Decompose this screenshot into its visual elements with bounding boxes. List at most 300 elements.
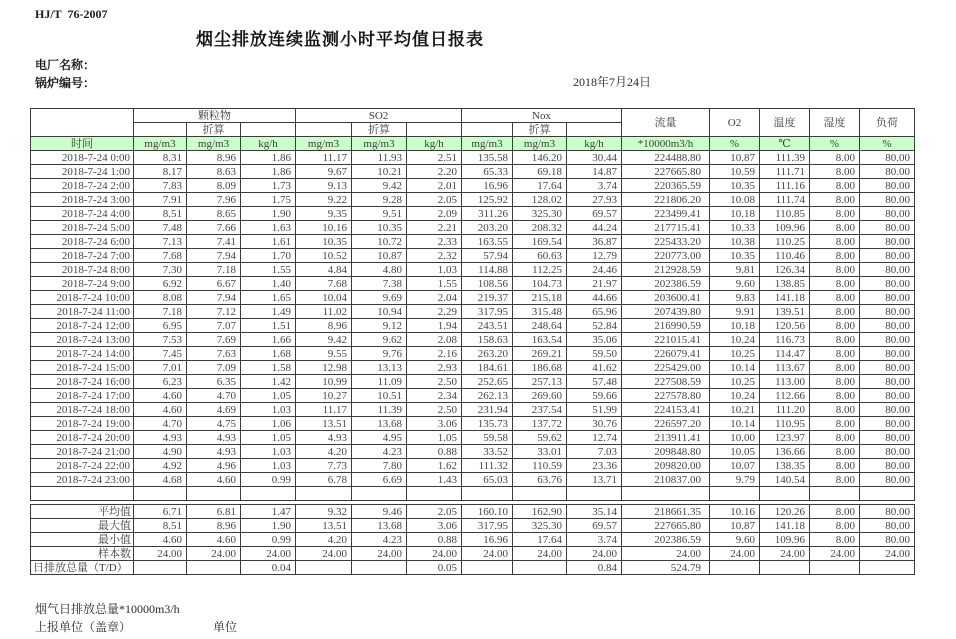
value-cell: 10.87	[352, 249, 407, 263]
value-cell: 4.60	[134, 389, 187, 403]
value-cell: 6.95	[134, 319, 187, 333]
value-cell: 1.62	[407, 459, 462, 473]
summary-value-cell: 6.71	[134, 505, 187, 519]
value-cell: 210837.00	[622, 473, 710, 487]
summary-table	[30, 504, 915, 575]
summary-label-cell: 最小值	[31, 533, 134, 547]
time-cell: 2018-7-24 20:00	[31, 431, 134, 445]
summary-value-cell	[462, 561, 513, 575]
summary-value-cell: 0.05	[407, 561, 462, 575]
summary-value-cell	[187, 561, 241, 575]
value-cell: 8.00	[810, 291, 860, 305]
value-cell: 80.00	[860, 207, 915, 221]
value-cell: 112.25	[513, 263, 567, 277]
time-cell: 2018-7-24 5:00	[31, 221, 134, 235]
value-cell: 4.23	[352, 445, 407, 459]
value-cell: 65.33	[462, 165, 513, 179]
unit-header: kg/h	[407, 137, 462, 151]
summary-value-cell: 9.32	[296, 505, 352, 519]
value-cell: 6.78	[296, 473, 352, 487]
nox-group-header: Nox	[462, 109, 622, 123]
value-cell: 36.87	[567, 235, 622, 249]
report-table-area	[30, 108, 915, 575]
value-cell: 10.24	[710, 333, 760, 347]
value-cell: 3.06	[407, 417, 462, 431]
value-cell: 146.20	[513, 151, 567, 165]
value-cell: 2.01	[407, 179, 462, 193]
summary-value-cell: 227665.80	[622, 519, 710, 533]
value-cell: 138.85	[760, 277, 810, 291]
summary-value-cell: 10.87	[710, 519, 760, 533]
table-row	[31, 403, 915, 417]
value-cell: 11.02	[296, 305, 352, 319]
value-cell: 111.39	[760, 151, 810, 165]
value-cell: 2.51	[407, 151, 462, 165]
value-cell: 11.17	[296, 403, 352, 417]
value-cell: 9.81	[710, 263, 760, 277]
so2-group-header: SO2	[296, 109, 462, 123]
summary-value-cell: 24.00	[622, 547, 710, 561]
summary-value-cell	[860, 561, 915, 575]
value-cell: 4.93	[134, 431, 187, 445]
time-cell: 2018-7-24 3:00	[31, 193, 134, 207]
summary-value-cell	[134, 561, 187, 575]
value-cell: 110.46	[760, 249, 810, 263]
summary-value-cell: 8.00	[810, 533, 860, 547]
value-cell: 10.18	[710, 319, 760, 333]
summary-value-cell: 3.74	[567, 533, 622, 547]
value-cell: 139.51	[760, 305, 810, 319]
value-cell: 1.68	[241, 347, 296, 361]
value-cell: 10.35	[710, 179, 760, 193]
value-cell: 10.94	[352, 305, 407, 319]
value-cell: 4.80	[352, 263, 407, 277]
value-cell: 110.25	[760, 235, 810, 249]
value-cell: 9.55	[296, 347, 352, 361]
value-cell: 1.05	[241, 431, 296, 445]
value-cell: 315.48	[513, 305, 567, 319]
value-cell: 9.67	[296, 165, 352, 179]
value-cell: 1.03	[241, 459, 296, 473]
time-cell: 2018-7-24 15:00	[31, 361, 134, 375]
time-header: 时间	[31, 137, 134, 151]
value-cell: 1.05	[407, 431, 462, 445]
value-cell: 11.17	[296, 151, 352, 165]
value-cell: 11.09	[352, 375, 407, 389]
value-cell: 11.39	[352, 403, 407, 417]
reporting-unit-label: 上报单位（盖章）	[35, 620, 132, 634]
value-cell: 8.00	[810, 319, 860, 333]
value-cell: 9.12	[352, 319, 407, 333]
time-cell: 2018-7-24 8:00	[31, 263, 134, 277]
value-cell: 2.04	[407, 291, 462, 305]
value-cell: 35.06	[567, 333, 622, 347]
summary-value-cell: 6.81	[187, 505, 241, 519]
value-cell: 226597.20	[622, 417, 710, 431]
value-cell: 108.56	[462, 277, 513, 291]
value-cell: 8.00	[810, 347, 860, 361]
value-cell: 8.00	[810, 263, 860, 277]
value-cell: 9.28	[352, 193, 407, 207]
value-cell: 80.00	[860, 473, 915, 487]
summary-value-cell: 24.00	[567, 547, 622, 561]
value-cell: 1.05	[241, 389, 296, 403]
value-cell: 257.13	[513, 375, 567, 389]
value-cell: 7.73	[296, 459, 352, 473]
summary-value-cell: 24.00	[187, 547, 241, 561]
value-cell: 7.09	[187, 361, 241, 375]
value-cell: 111.16	[760, 179, 810, 193]
value-cell: 8.00	[810, 333, 860, 347]
blank-cell	[241, 123, 296, 137]
value-cell: 203600.41	[622, 291, 710, 305]
value-cell: 10.18	[710, 207, 760, 221]
summary-value-cell: 0.88	[407, 533, 462, 547]
value-cell: 80.00	[860, 333, 915, 347]
value-cell: 4.70	[187, 389, 241, 403]
value-cell: 208.32	[513, 221, 567, 235]
value-cell: 1.63	[241, 221, 296, 235]
time-cell: 2018-7-24 10:00	[31, 291, 134, 305]
summary-value-cell: 8.00	[810, 519, 860, 533]
value-cell: 80.00	[860, 459, 915, 473]
table-row	[31, 305, 915, 319]
table-row	[31, 431, 915, 445]
summary-value-cell: 0.84	[567, 561, 622, 575]
value-cell: 14.87	[567, 165, 622, 179]
value-cell: 227508.59	[622, 375, 710, 389]
value-cell: 325.30	[513, 207, 567, 221]
value-cell: 7.48	[134, 221, 187, 235]
value-cell: 80.00	[860, 305, 915, 319]
time-cell: 2018-7-24 12:00	[31, 319, 134, 333]
summary-value-cell: 8.00	[810, 505, 860, 519]
unit-header: kg/h	[567, 137, 622, 151]
value-cell: 110.95	[760, 417, 810, 431]
value-cell: 7.12	[187, 305, 241, 319]
time-cell: 2018-7-24 17:00	[31, 389, 134, 403]
value-cell: 4.93	[187, 445, 241, 459]
summary-value-cell: 35.14	[567, 505, 622, 519]
summary-value-cell: 3.06	[407, 519, 462, 533]
value-cell: 23.36	[567, 459, 622, 473]
value-cell: 10.59	[710, 165, 760, 179]
summary-value-cell: 8.96	[187, 519, 241, 533]
value-cell: 11.93	[352, 151, 407, 165]
summary-value-cell: 24.00	[407, 547, 462, 561]
value-cell: 10.27	[296, 389, 352, 403]
value-cell: 10.52	[296, 249, 352, 263]
value-cell: 65.03	[462, 473, 513, 487]
summary-value-cell: 317.95	[462, 519, 513, 533]
unit-header: mg/m3	[352, 137, 407, 151]
value-cell: 111.71	[760, 165, 810, 179]
value-cell: 7.38	[352, 277, 407, 291]
table-row	[31, 193, 915, 207]
blank-cell	[241, 487, 296, 501]
blank-cell	[187, 487, 241, 501]
value-cell: 8.00	[810, 221, 860, 235]
value-cell: 0.88	[407, 445, 462, 459]
summary-value-cell: 24.00	[296, 547, 352, 561]
value-cell: 135.58	[462, 151, 513, 165]
table-row	[31, 459, 915, 473]
value-cell: 80.00	[860, 235, 915, 249]
summary-value-cell: 160.10	[462, 505, 513, 519]
value-cell: 8.17	[134, 165, 187, 179]
blank-cell	[622, 487, 710, 501]
report-date: 2018年7月24日	[573, 75, 652, 89]
time-cell: 2018-7-24 13:00	[31, 333, 134, 347]
value-cell: 6.92	[134, 277, 187, 291]
summary-value-cell: 141.18	[760, 519, 810, 533]
value-cell: 80.00	[860, 277, 915, 291]
plant-name-label: 电厂名称：	[35, 58, 96, 72]
summary-value-cell: 4.23	[352, 533, 407, 547]
value-cell: 9.51	[352, 207, 407, 221]
value-cell: 8.00	[810, 445, 860, 459]
value-cell: 136.66	[760, 445, 810, 459]
value-cell: 263.20	[462, 347, 513, 361]
unit-header: ℃	[760, 137, 810, 151]
value-cell: 2.16	[407, 347, 462, 361]
value-cell: 24.46	[567, 263, 622, 277]
summary-label-cell: 最大值	[31, 519, 134, 533]
pm-group-header: 颗粒物	[134, 109, 296, 123]
value-cell: 243.51	[462, 319, 513, 333]
value-cell: 4.68	[134, 473, 187, 487]
value-cell: 158.63	[462, 333, 513, 347]
summary-value-cell: 16.96	[462, 533, 513, 547]
table-row	[31, 179, 915, 193]
value-cell: 80.00	[860, 291, 915, 305]
value-cell: 169.54	[513, 235, 567, 249]
value-cell: 80.00	[860, 403, 915, 417]
value-cell: 9.42	[352, 179, 407, 193]
blank-cell	[860, 487, 915, 501]
value-cell: 217715.41	[622, 221, 710, 235]
value-cell: 8.00	[810, 375, 860, 389]
summary-row	[31, 505, 915, 519]
value-cell: 7.63	[187, 347, 241, 361]
summary-value-cell: 524.79	[622, 561, 710, 575]
value-cell: 1.03	[241, 403, 296, 417]
value-cell: 8.00	[810, 361, 860, 375]
value-cell: 1.03	[407, 263, 462, 277]
so2-converted-header: 折算	[352, 123, 407, 137]
value-cell: 10.25	[710, 347, 760, 361]
value-cell: 252.65	[462, 375, 513, 389]
table-row	[31, 389, 915, 403]
value-cell: 113.00	[760, 375, 810, 389]
summary-value-cell: 80.00	[860, 519, 915, 533]
time-cell: 2018-7-24 6:00	[31, 235, 134, 249]
summary-value-cell: 120.26	[760, 505, 810, 519]
value-cell: 4.20	[296, 445, 352, 459]
value-cell: 30.76	[567, 417, 622, 431]
value-cell: 10.99	[296, 375, 352, 389]
value-cell: 3.74	[567, 179, 622, 193]
summary-value-cell: 1.90	[241, 519, 296, 533]
value-cell: 140.54	[760, 473, 810, 487]
blank-cell	[760, 487, 810, 501]
value-cell: 7.07	[187, 319, 241, 333]
value-cell: 9.60	[710, 277, 760, 291]
value-cell: 1.90	[241, 207, 296, 221]
value-cell: 128.02	[513, 193, 567, 207]
value-cell: 7.18	[187, 263, 241, 277]
summary-value-cell: 24.00	[241, 547, 296, 561]
value-cell: 44.66	[567, 291, 622, 305]
value-cell: 6.23	[134, 375, 187, 389]
value-cell: 209820.00	[622, 459, 710, 473]
value-cell: 8.00	[810, 277, 860, 291]
value-cell: 41.62	[567, 361, 622, 375]
blank-cell	[352, 487, 407, 501]
summary-value-cell: 10.16	[710, 505, 760, 519]
value-cell: 4.84	[296, 263, 352, 277]
value-cell: 1.55	[407, 277, 462, 291]
value-cell: 224488.80	[622, 151, 710, 165]
summary-value-cell: 2.05	[407, 505, 462, 519]
blank-cell	[134, 123, 187, 137]
value-cell: 80.00	[860, 347, 915, 361]
value-cell: 216990.59	[622, 319, 710, 333]
value-cell: 7.30	[134, 263, 187, 277]
value-cell: 12.79	[567, 249, 622, 263]
value-cell: 227578.80	[622, 389, 710, 403]
value-cell: 1.43	[407, 473, 462, 487]
summary-value-cell: 202386.59	[622, 533, 710, 547]
page-title: 烟尘排放连续监测小时平均值日报表	[196, 30, 484, 49]
value-cell: 4.93	[187, 431, 241, 445]
value-cell: 7.53	[134, 333, 187, 347]
value-cell: 9.42	[296, 333, 352, 347]
value-cell: 114.47	[760, 347, 810, 361]
value-cell: 80.00	[860, 417, 915, 431]
value-cell: 111.32	[462, 459, 513, 473]
value-cell: 8.09	[187, 179, 241, 193]
value-cell: 225433.20	[622, 235, 710, 249]
table-row	[31, 235, 915, 249]
summary-value-cell: 109.96	[760, 533, 810, 547]
value-cell: 8.00	[810, 305, 860, 319]
value-cell: 2.09	[407, 207, 462, 221]
value-cell: 1.51	[241, 319, 296, 333]
value-cell: 219.37	[462, 291, 513, 305]
blank-cell	[296, 123, 352, 137]
blank-cell	[462, 123, 513, 137]
value-cell: 231.94	[462, 403, 513, 417]
time-cell: 2018-7-24 0:00	[31, 151, 134, 165]
value-cell: 4.92	[134, 459, 187, 473]
value-cell: 7.69	[187, 333, 241, 347]
value-cell: 311.26	[462, 207, 513, 221]
value-cell: 4.90	[134, 445, 187, 459]
value-cell: 1.03	[241, 445, 296, 459]
summary-value-cell: 8.51	[134, 519, 187, 533]
value-cell: 8.96	[187, 151, 241, 165]
value-cell: 6.35	[187, 375, 241, 389]
value-cell: 10.24	[710, 389, 760, 403]
value-cell: 8.00	[810, 389, 860, 403]
value-cell: 126.34	[760, 263, 810, 277]
value-cell: 7.80	[352, 459, 407, 473]
value-cell: 212928.59	[622, 263, 710, 277]
unit-header: %	[710, 137, 760, 151]
value-cell: 4.60	[134, 403, 187, 417]
value-cell: 80.00	[860, 445, 915, 459]
value-cell: 10.05	[710, 445, 760, 459]
unit-header: mg/m3	[296, 137, 352, 151]
value-cell: 2.50	[407, 375, 462, 389]
table-row	[31, 221, 915, 235]
summary-value-cell: 69.57	[567, 519, 622, 533]
value-cell: 10.38	[710, 235, 760, 249]
value-cell: 141.18	[760, 291, 810, 305]
table-row	[31, 361, 915, 375]
unit-header: *10000m3/h	[622, 137, 710, 151]
summary-value-cell: 24.00	[860, 547, 915, 561]
summary-value-cell: 13.68	[352, 519, 407, 533]
flow-header: 流量	[622, 109, 710, 137]
value-cell: 110.59	[513, 459, 567, 473]
value-cell: 123.97	[760, 431, 810, 445]
unit-label: 单位	[213, 620, 238, 634]
value-cell: 111.20	[760, 403, 810, 417]
value-cell: 1.70	[241, 249, 296, 263]
value-cell: 80.00	[860, 389, 915, 403]
summary-row	[31, 547, 915, 561]
value-cell: 163.55	[462, 235, 513, 249]
blank-cell	[810, 487, 860, 501]
value-cell: 16.96	[462, 179, 513, 193]
value-cell: 59.66	[567, 389, 622, 403]
value-cell: 1.75	[241, 193, 296, 207]
value-cell: 2.32	[407, 249, 462, 263]
value-cell: 80.00	[860, 165, 915, 179]
hourly-data-table	[30, 108, 915, 501]
blank-cell	[567, 123, 622, 137]
summary-value-cell	[760, 561, 810, 575]
time-cell: 2018-7-24 1:00	[31, 165, 134, 179]
value-cell: 1.86	[241, 151, 296, 165]
value-cell: 104.73	[513, 277, 567, 291]
value-cell: 6.69	[352, 473, 407, 487]
value-cell: 80.00	[860, 249, 915, 263]
value-cell: 7.41	[187, 235, 241, 249]
temp-header: 温度	[760, 109, 810, 137]
unit-header: mg/m3	[462, 137, 513, 151]
value-cell: 317.95	[462, 305, 513, 319]
table-row	[31, 263, 915, 277]
value-cell: 69.57	[567, 207, 622, 221]
value-cell: 8.31	[134, 151, 187, 165]
value-cell: 220365.59	[622, 179, 710, 193]
value-cell: 21.97	[567, 277, 622, 291]
value-cell: 269.21	[513, 347, 567, 361]
value-cell: 209848.80	[622, 445, 710, 459]
load-header: 负荷	[860, 109, 915, 137]
value-cell: 215.18	[513, 291, 567, 305]
value-cell: 4.93	[296, 431, 352, 445]
value-cell: 116.73	[760, 333, 810, 347]
value-cell: 65.96	[567, 305, 622, 319]
value-cell: 80.00	[860, 375, 915, 389]
summary-value-cell	[710, 561, 760, 575]
unit-header: mg/m3	[134, 137, 187, 151]
value-cell: 10.25	[710, 375, 760, 389]
